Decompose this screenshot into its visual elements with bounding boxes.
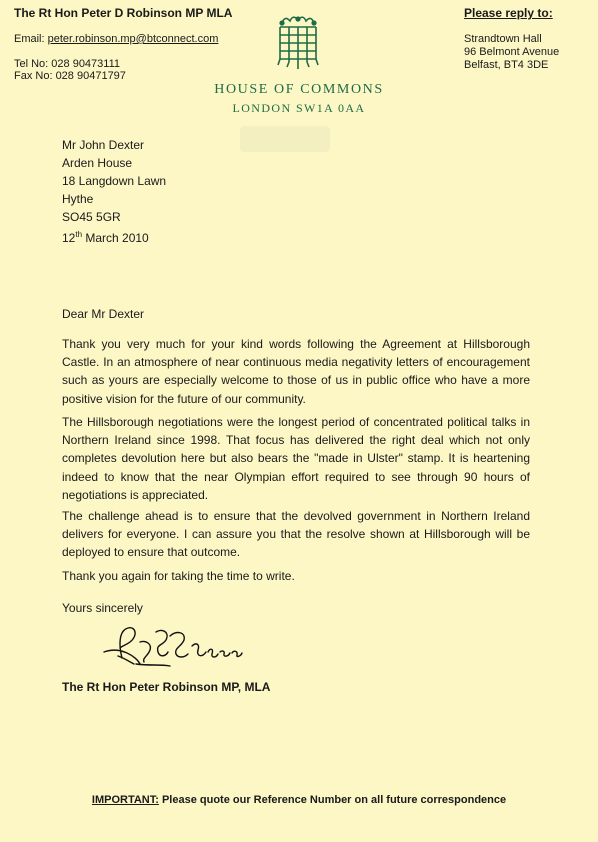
institution-address: LONDON SW1A 0AA — [232, 101, 366, 115]
reply-address-line: 96 Belmont Avenue — [464, 46, 560, 58]
date-suffix: th — [75, 230, 83, 239]
institution-name: HOUSE OF COMMONS — [214, 82, 384, 97]
valediction: Yours sincerely — [62, 601, 143, 615]
recipient-address-line: 18 Langdown Lawn — [62, 174, 167, 188]
date-day: 12 — [62, 231, 76, 245]
recipient-address-line: Arden House — [62, 156, 133, 170]
paper-smudge — [240, 126, 330, 152]
body-paragraph: Thank you very much for your kind words following the Agreement at Hillsborough Castle. In an atmosphere of near continuous media negativity letters of encouragement such as yours are especially welcome to those of us in public office who have a more positive vision for the future of our community. — [62, 337, 530, 406]
recipient-address-line: SO45 5GR — [62, 210, 121, 224]
sender-name: The Rt Hon Peter D Robinson MP MLA — [14, 6, 233, 20]
body-paragraph: The Hillsborough negotiations were the longest period of concentrated political talks in Northern Ireland since 1998. That focus has delivered the right deal which not only completes devolution here but also bears the "made in Ulster" stamp. It is heartening indeed to know that the near Olympian effort required to see through 90 hours of negotiations is appreciated. — [62, 415, 530, 502]
reply-address-line: Strandtown Hall — [464, 33, 542, 45]
recipient-address-line: Mr John Dexter — [62, 138, 145, 152]
email-label: Email: — [14, 33, 48, 45]
body-paragraph: Thank you again for taking the time to write. — [62, 569, 295, 583]
handwritten-signature-icon — [100, 622, 245, 670]
portcullis-crest-icon — [276, 13, 320, 71]
email-link[interactable]: peter.robinson.mp@btconnect.com — [47, 33, 219, 45]
reply-to-heading: Please reply to: — [464, 6, 553, 20]
telephone-number: Tel No: 028 90473111 — [14, 58, 121, 70]
reply-address-line: Belfast, BT4 3DE — [464, 59, 549, 71]
signatory-name: The Rt Hon Peter Robinson MP, MLA — [62, 680, 271, 694]
important-label: IMPORTANT: — [91, 794, 159, 806]
date-month-year: March 2010 — [82, 231, 149, 245]
recipient-address-line: Hythe — [62, 192, 94, 206]
salutation: Dear Mr Dexter — [62, 307, 145, 321]
letter-date — [62, 230, 149, 245]
reference-notice: Please quote our Reference Number on all future correspondence — [158, 794, 507, 806]
fax-number: Fax No: 028 90471797 — [14, 70, 126, 82]
footer-notice — [0, 794, 598, 806]
email-line — [14, 33, 218, 45]
body-paragraph: The challenge ahead is to ensure that the devolved government in Northern Ireland delivers for everyone. I can assure you that the resolve shown at Hillsborough will be deployed to ensure that outcome. — [62, 509, 530, 560]
